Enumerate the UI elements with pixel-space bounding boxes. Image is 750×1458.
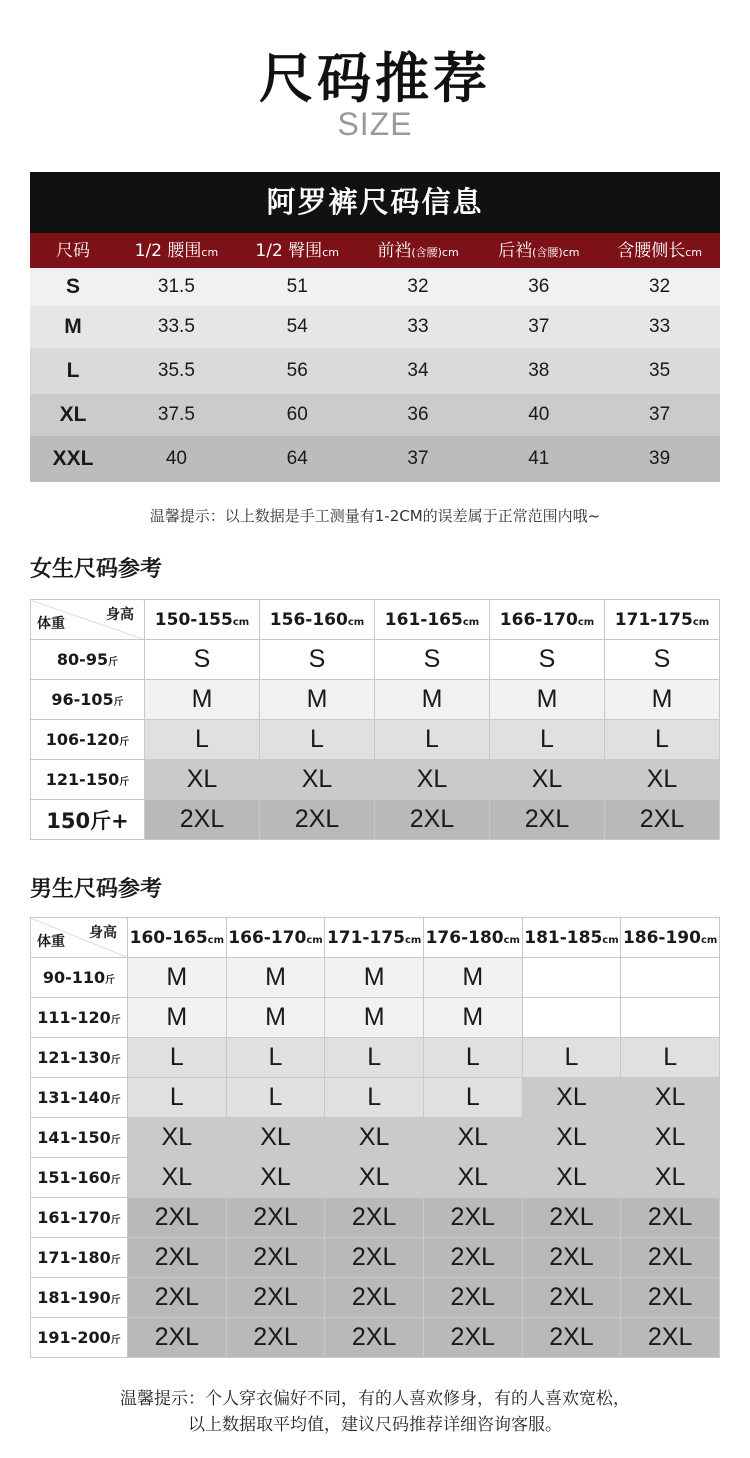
size-cell: 2XL: [522, 1198, 621, 1238]
grid-row: [31, 1078, 720, 1118]
size-cell: XL: [325, 1158, 424, 1198]
grid-row: [31, 760, 720, 800]
size-cell: XL: [423, 1118, 522, 1158]
size-cell: 2XL: [423, 1238, 522, 1278]
pants-measurement: 40: [165, 448, 187, 469]
height-unit: cm: [207, 934, 225, 946]
height-range-header: [145, 600, 260, 640]
weight-unit: 斤: [110, 1135, 121, 1146]
height-range-value: 156-160: [269, 609, 348, 630]
pants-size-label: L: [66, 359, 80, 382]
height-range-value: 161-165: [384, 609, 463, 630]
size-cell: 2XL: [522, 1238, 621, 1278]
size-cell: XL: [325, 1118, 424, 1158]
fit-tip: [0, 1386, 750, 1438]
size-cell: M: [375, 680, 490, 720]
height-range-header: [605, 600, 720, 640]
size-cell: XL: [423, 1158, 522, 1198]
size-cell: XL: [522, 1158, 621, 1198]
grid-header-row: [31, 600, 720, 640]
weight-range-value: 141-150: [37, 1128, 111, 1147]
height-range-header: [375, 600, 490, 640]
height-range-value: 171-175: [614, 609, 693, 630]
size-cell: S: [260, 640, 375, 680]
weight-range-value: 121-150: [45, 770, 120, 789]
size-cell: XL: [145, 760, 260, 800]
height-range-value: 166-170: [499, 609, 578, 630]
size-cell: 2XL: [260, 800, 375, 840]
height-unit: cm: [232, 616, 250, 628]
height-range-header: [522, 918, 621, 958]
height-range-value: 181-185: [524, 927, 603, 948]
pants-measurement: 37: [649, 404, 671, 425]
pants-column-header: [30, 233, 116, 268]
pants-measurement: 33.5: [157, 316, 195, 337]
height-range-value: 160-165: [129, 927, 208, 948]
weight-range-label: [31, 680, 145, 720]
size-cell: XL: [522, 1118, 621, 1158]
height-unit: cm: [306, 934, 323, 946]
size-cell: XL: [621, 1158, 720, 1198]
size-cell: 2XL: [128, 1318, 227, 1358]
weight-range-value: 171-180: [37, 1248, 111, 1267]
height-unit: cm: [462, 616, 480, 628]
weight-range-label: [31, 1078, 128, 1118]
height-range-header: [490, 600, 605, 640]
pants-table-header: [30, 233, 720, 268]
pants-measurement: 37.5: [157, 404, 195, 425]
grid-row: [31, 720, 720, 760]
height-range-header: [226, 918, 325, 958]
grid-corner-cell: [31, 918, 128, 958]
pants-measurement: 35: [649, 360, 671, 381]
page-subtitle: SIZE: [337, 106, 413, 142]
size-cell: L: [260, 720, 375, 760]
grid-row: [31, 1038, 720, 1078]
height-unit: cm: [700, 934, 718, 946]
pants-measurement: 39: [649, 448, 671, 469]
size-cell: 2XL: [621, 1238, 720, 1278]
grid-row: [31, 958, 720, 998]
size-cell: M: [490, 680, 605, 720]
pants-measurement: 32: [649, 276, 671, 297]
weight-range-label: [31, 1238, 128, 1278]
weight-range-label: [31, 1278, 128, 1318]
height-range-value: 150-155: [154, 609, 233, 630]
size-cell: M: [128, 958, 227, 998]
pants-column-label: 1/2 臀围: [255, 241, 323, 261]
pants-measurement: 35.5: [157, 360, 195, 381]
size-cell: 2XL: [128, 1198, 227, 1238]
height-unit: cm: [503, 934, 520, 946]
pants-table-row: [30, 268, 720, 306]
size-cell: S: [605, 640, 720, 680]
size-cell: M: [226, 958, 325, 998]
weight-range-label: [31, 1318, 128, 1358]
grid-row: [31, 640, 720, 680]
weight-range-value: 151-160: [37, 1168, 111, 1187]
grid-corner-cell: [31, 600, 145, 640]
pants-column-unit: (含腰)cm: [411, 246, 459, 259]
pants-table-row: [30, 436, 720, 482]
size-cell: M: [128, 998, 227, 1038]
pants-column-header: [116, 233, 237, 268]
pants-size-table: [30, 172, 720, 482]
pants-column-unit: (含腰)cm: [532, 246, 580, 259]
women-size-grid: [30, 599, 720, 840]
height-range-value: 176-180: [425, 927, 504, 948]
weight-range-value: 80-95: [56, 650, 109, 669]
weight-range-label: [31, 640, 145, 680]
men-size-grid: [30, 917, 720, 1358]
height-range-value: 186-190: [622, 927, 701, 948]
weight-unit: 斤: [110, 1055, 121, 1066]
height-range-header: [621, 918, 720, 958]
women-section-title: 女生尺码参考: [30, 557, 163, 582]
pants-size-label: XXL: [52, 447, 94, 470]
size-cell: M: [260, 680, 375, 720]
size-cell: [522, 998, 621, 1038]
height-range-value: 166-170: [228, 927, 307, 948]
grid-header-row: [31, 918, 720, 958]
weight-range-value: 121-130: [37, 1048, 111, 1067]
size-cell: 2XL: [621, 1318, 720, 1358]
weight-range-value: 181-190: [37, 1288, 111, 1307]
weight-axis-label: 体重: [37, 934, 65, 950]
size-cell: 2XL: [226, 1198, 325, 1238]
size-cell: M: [325, 958, 424, 998]
size-cell: 2XL: [522, 1318, 621, 1358]
grid-row: [31, 1158, 720, 1198]
size-cell: 2XL: [325, 1198, 424, 1238]
weight-range-value: 161-170: [37, 1208, 111, 1227]
pants-column-unit: cm: [685, 246, 702, 259]
weight-range-value: 96-105: [51, 690, 114, 709]
size-cell: L: [226, 1078, 325, 1118]
weight-range-value: 150斤+: [46, 808, 129, 833]
weight-unit: 斤: [119, 737, 130, 748]
weight-range-label: [31, 1038, 128, 1078]
size-cell: S: [375, 640, 490, 680]
pants-column-label: 后裆: [498, 241, 533, 261]
pants-measurement: 60: [286, 404, 308, 425]
height-unit: cm: [404, 934, 422, 946]
pants-measurement: 36: [407, 404, 429, 425]
size-cell: XL: [128, 1118, 227, 1158]
weight-range-value: 111-120: [37, 1008, 111, 1027]
size-cell: L: [423, 1078, 522, 1118]
weight-unit: 斤: [110, 1015, 121, 1026]
grid-row: [31, 1238, 720, 1278]
grid-row: [31, 1278, 720, 1318]
pants-measurement: 36: [528, 276, 550, 297]
size-cell: [522, 958, 621, 998]
size-cell: 2XL: [226, 1318, 325, 1358]
size-cell: XL: [621, 1078, 720, 1118]
weight-unit: 斤: [110, 1335, 121, 1346]
pants-column-header: [237, 233, 358, 268]
pants-table-body: [30, 268, 720, 482]
size-cell: 2XL: [145, 800, 260, 840]
pants-table-row: [30, 394, 720, 436]
height-range-header: [128, 918, 227, 958]
size-cell: 2XL: [325, 1238, 424, 1278]
size-cell: L: [145, 720, 260, 760]
size-cell: XL: [128, 1158, 227, 1198]
pants-table-row: [30, 348, 720, 394]
pants-column-unit: cm: [201, 246, 219, 259]
weight-unit: 斤: [110, 1295, 121, 1306]
size-cell: M: [145, 680, 260, 720]
size-cell: L: [375, 720, 490, 760]
size-cell: M: [423, 958, 522, 998]
fit-tip-line: 温馨提示：个人穿衣偏好不同，有的人喜欢修身，有的人喜欢宽松，: [120, 1389, 630, 1409]
pants-measurement: 51: [286, 276, 308, 297]
weight-unit: 斤: [110, 1175, 121, 1186]
pants-column-label: 1/2 腰围: [134, 241, 202, 261]
size-cell: M: [605, 680, 720, 720]
pants-measurement: 37: [407, 448, 429, 469]
weight-range-value: 131-140: [37, 1088, 111, 1107]
pants-measurement: 34: [407, 360, 429, 381]
grid-row: [31, 680, 720, 720]
pants-column-label: 前裆: [377, 241, 412, 261]
height-unit: cm: [692, 616, 710, 628]
height-range-header: [325, 918, 424, 958]
grid-row: [31, 800, 720, 840]
size-cell: 2XL: [375, 800, 490, 840]
size-cell: XL: [490, 760, 605, 800]
pants-size-label: M: [64, 315, 82, 338]
size-cell: 2XL: [325, 1278, 424, 1318]
pants-table-row: [30, 306, 720, 348]
pants-column-label: 尺码: [56, 241, 90, 261]
size-cell: 2XL: [490, 800, 605, 840]
weight-range-value: 90-110: [42, 968, 106, 987]
size-cell: M: [226, 998, 325, 1038]
size-cell: XL: [226, 1158, 325, 1198]
grid-row: [31, 1118, 720, 1158]
weight-unit: 斤: [110, 1255, 121, 1266]
weight-unit: 斤: [119, 777, 130, 788]
weight-range-label: [31, 800, 145, 840]
size-cell: L: [128, 1078, 227, 1118]
pants-column-header: [358, 233, 479, 268]
pants-column-header: [478, 233, 599, 268]
pants-measurement: 40: [528, 404, 550, 425]
pants-size-label: XL: [59, 403, 87, 426]
height-unit: cm: [602, 934, 619, 946]
pants-measurement: 64: [286, 448, 308, 469]
height-axis-label: 身高: [89, 925, 117, 941]
height-range-header: [260, 600, 375, 640]
weight-range-label: [31, 1198, 128, 1238]
fit-tip-line: 以上数据取平均值，建议尺码推荐详细咨询客服。: [188, 1415, 562, 1435]
pants-measurement: 37: [528, 316, 550, 337]
grid-row: [31, 1318, 720, 1358]
size-cell: 2XL: [423, 1318, 522, 1358]
size-cell: 2XL: [621, 1278, 720, 1318]
size-cell: XL: [605, 760, 720, 800]
weight-unit: 斤: [105, 975, 116, 986]
size-cell: L: [128, 1038, 227, 1078]
size-cell: XL: [621, 1118, 720, 1158]
size-cell: 2XL: [325, 1318, 424, 1358]
size-cell: L: [325, 1078, 424, 1118]
size-cell: XL: [375, 760, 490, 800]
size-cell: M: [325, 998, 424, 1038]
weight-unit: 斤: [110, 1215, 121, 1226]
size-cell: L: [490, 720, 605, 760]
height-range-header: [423, 918, 522, 958]
grid-row: [31, 1198, 720, 1238]
size-cell: 2XL: [605, 800, 720, 840]
weight-unit: 斤: [110, 1095, 121, 1106]
pants-size-label: S: [65, 275, 80, 298]
pants-measurement: 56: [286, 360, 308, 381]
size-cell: 2XL: [226, 1238, 325, 1278]
height-range-value: 171-175: [326, 927, 405, 948]
men-section-title: 男生尺码参考: [30, 877, 163, 902]
pants-column-header: [599, 233, 720, 268]
size-cell: [621, 998, 720, 1038]
size-cell: S: [145, 640, 260, 680]
weight-range-value: 106-120: [45, 730, 120, 749]
grid-row: [31, 998, 720, 1038]
size-cell: 2XL: [423, 1198, 522, 1238]
measurement-tip: 温馨提示：以上数据是手工测量有1-2CM的误差属于正常范围内哦~: [149, 507, 601, 525]
size-cell: 2XL: [128, 1278, 227, 1318]
pants-measurement: 33: [649, 316, 671, 337]
size-cell: L: [621, 1038, 720, 1078]
pants-measurement: 38: [528, 360, 550, 381]
pants-column-label: 含腰侧长: [617, 241, 686, 261]
size-cell: L: [522, 1038, 621, 1078]
page-title: 尺码推荐: [259, 47, 491, 110]
size-cell: 2XL: [128, 1238, 227, 1278]
size-cell: 2XL: [226, 1278, 325, 1318]
height-unit: cm: [577, 616, 595, 628]
weight-range-value: 191-200: [37, 1328, 111, 1347]
weight-unit: 斤: [113, 697, 124, 708]
size-cell: XL: [260, 760, 375, 800]
weight-unit: 斤: [108, 657, 119, 668]
size-cell: S: [490, 640, 605, 680]
pants-table-title: 阿罗裤尺码信息: [30, 172, 720, 233]
height-unit: cm: [347, 616, 365, 628]
weight-range-label: [31, 760, 145, 800]
size-cell: M: [423, 998, 522, 1038]
height-axis-label: 身高: [106, 607, 134, 623]
pants-measurement: 31.5: [157, 276, 195, 297]
size-cell: 2XL: [423, 1278, 522, 1318]
weight-axis-label: 体重: [37, 616, 65, 632]
weight-range-label: [31, 720, 145, 760]
size-cell: L: [605, 720, 720, 760]
pants-column-unit: cm: [322, 246, 339, 259]
pants-measurement: 54: [286, 316, 308, 337]
size-cell: XL: [522, 1078, 621, 1118]
size-cell: L: [226, 1038, 325, 1078]
size-cell: 2XL: [522, 1278, 621, 1318]
pants-measurement: 41: [528, 448, 550, 469]
weight-range-label: [31, 1118, 128, 1158]
size-cell: XL: [226, 1118, 325, 1158]
size-cell: L: [423, 1038, 522, 1078]
weight-range-label: [31, 998, 128, 1038]
weight-range-label: [31, 1158, 128, 1198]
size-cell: [621, 958, 720, 998]
size-cell: 2XL: [621, 1198, 720, 1238]
pants-measurement: 33: [407, 316, 429, 337]
weight-range-label: [31, 958, 128, 998]
size-cell: L: [325, 1038, 424, 1078]
pants-measurement: 32: [407, 276, 429, 297]
